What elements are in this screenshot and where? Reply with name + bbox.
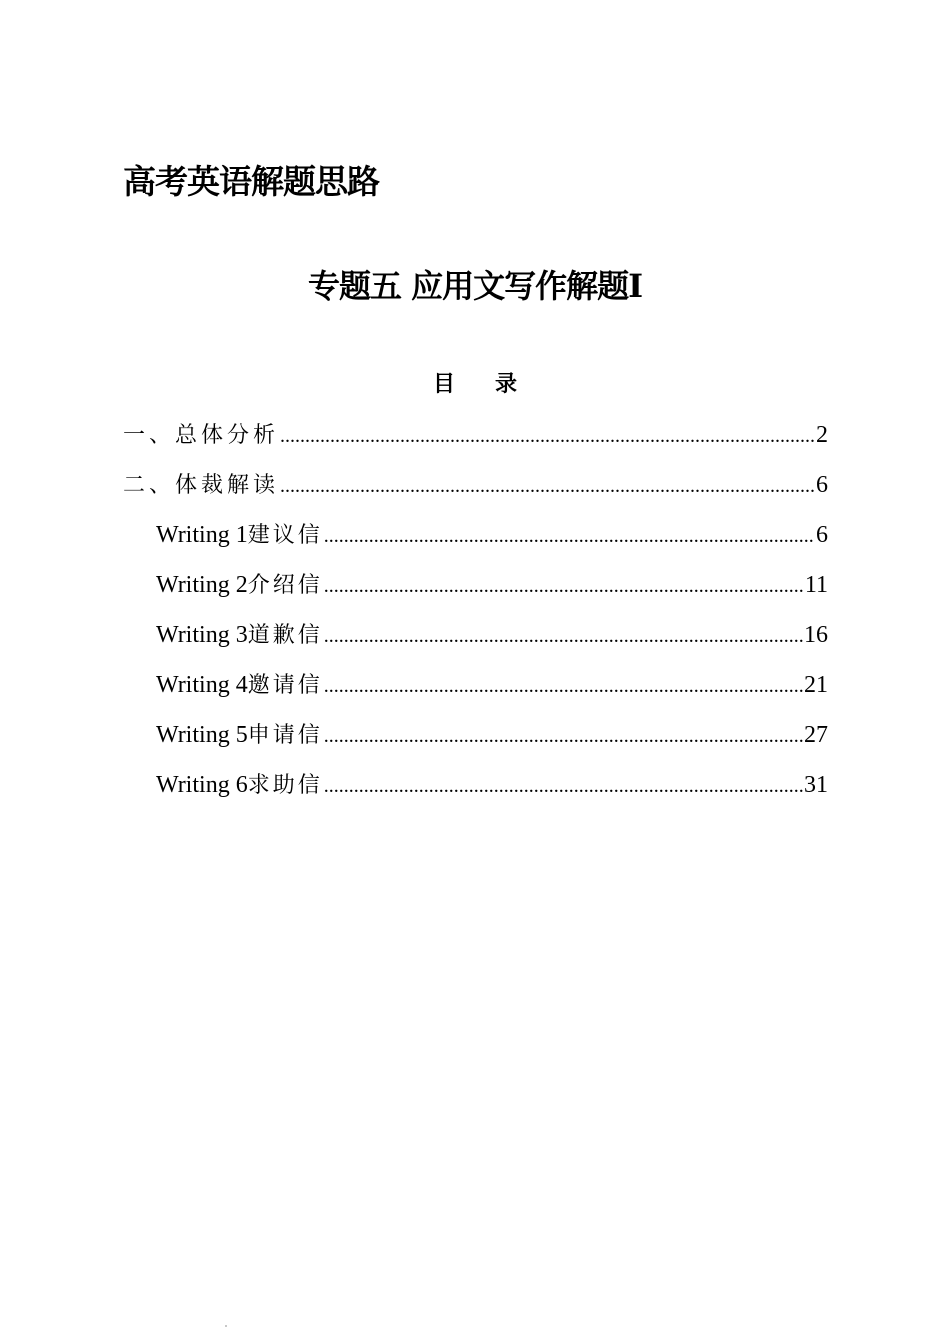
toc-dot-leader (324, 770, 803, 802)
toc-dot-leader (324, 720, 803, 752)
toc-dot-leader (324, 670, 803, 702)
toc-entry-prefix: Writing 2 (156, 572, 248, 598)
toc-entry-label: 道歉信 (247, 623, 323, 648)
toc-entry-overall-analysis[interactable] (123, 419, 828, 469)
toc-entry-label: 建议信 (247, 523, 323, 548)
series-title: 高考英语解题思路 (123, 162, 379, 201)
footer-mark (225, 1325, 227, 1327)
toc-page-number: 6 (816, 472, 828, 498)
toc-heading: 目录 (432, 372, 557, 397)
toc-entry-writing-3[interactable] (123, 619, 828, 669)
toc-page-number: 11 (804, 572, 828, 598)
toc-entry-writing-1[interactable] (123, 519, 828, 569)
toc-entry-label: 二、体裁解读 (123, 473, 280, 498)
toc-page-number: 31 (804, 772, 828, 798)
toc-entry-label: 申请信 (247, 723, 323, 748)
toc-entry-label: 邀请信 (247, 673, 323, 698)
toc-dot-leader (280, 420, 815, 452)
toc-dot-leader (280, 470, 815, 502)
table-of-contents (123, 419, 828, 819)
toc-entry-label: 求助信 (247, 773, 323, 798)
toc-entry-genre-reading[interactable] (123, 469, 828, 519)
toc-entry-prefix: Writing 4 (156, 672, 248, 698)
toc-page-number: 21 (804, 672, 828, 698)
topic-title: 专题五 应用文写作解题Ⅰ (307, 267, 643, 305)
toc-entry-writing-5[interactable] (123, 719, 828, 769)
toc-dot-leader (324, 620, 803, 652)
toc-page-number: 16 (804, 622, 828, 648)
toc-entry-writing-2[interactable] (123, 569, 828, 619)
toc-entry-prefix: Writing 1 (156, 522, 248, 548)
toc-page-number: 27 (804, 722, 828, 748)
toc-entry-prefix: Writing 5 (156, 722, 248, 748)
toc-page-number: 6 (816, 522, 828, 548)
toc-entry-label: 一、总体分析 (123, 423, 280, 448)
toc-entry-prefix: Writing 3 (156, 622, 248, 648)
toc-entry-writing-4[interactable] (123, 669, 828, 719)
toc-entry-writing-6[interactable] (123, 769, 828, 819)
toc-dot-leader (324, 570, 804, 602)
toc-entry-prefix: Writing 6 (156, 772, 248, 798)
toc-dot-leader (324, 520, 815, 552)
toc-entry-label: 介绍信 (247, 573, 323, 598)
toc-page-number: 2 (816, 422, 828, 448)
